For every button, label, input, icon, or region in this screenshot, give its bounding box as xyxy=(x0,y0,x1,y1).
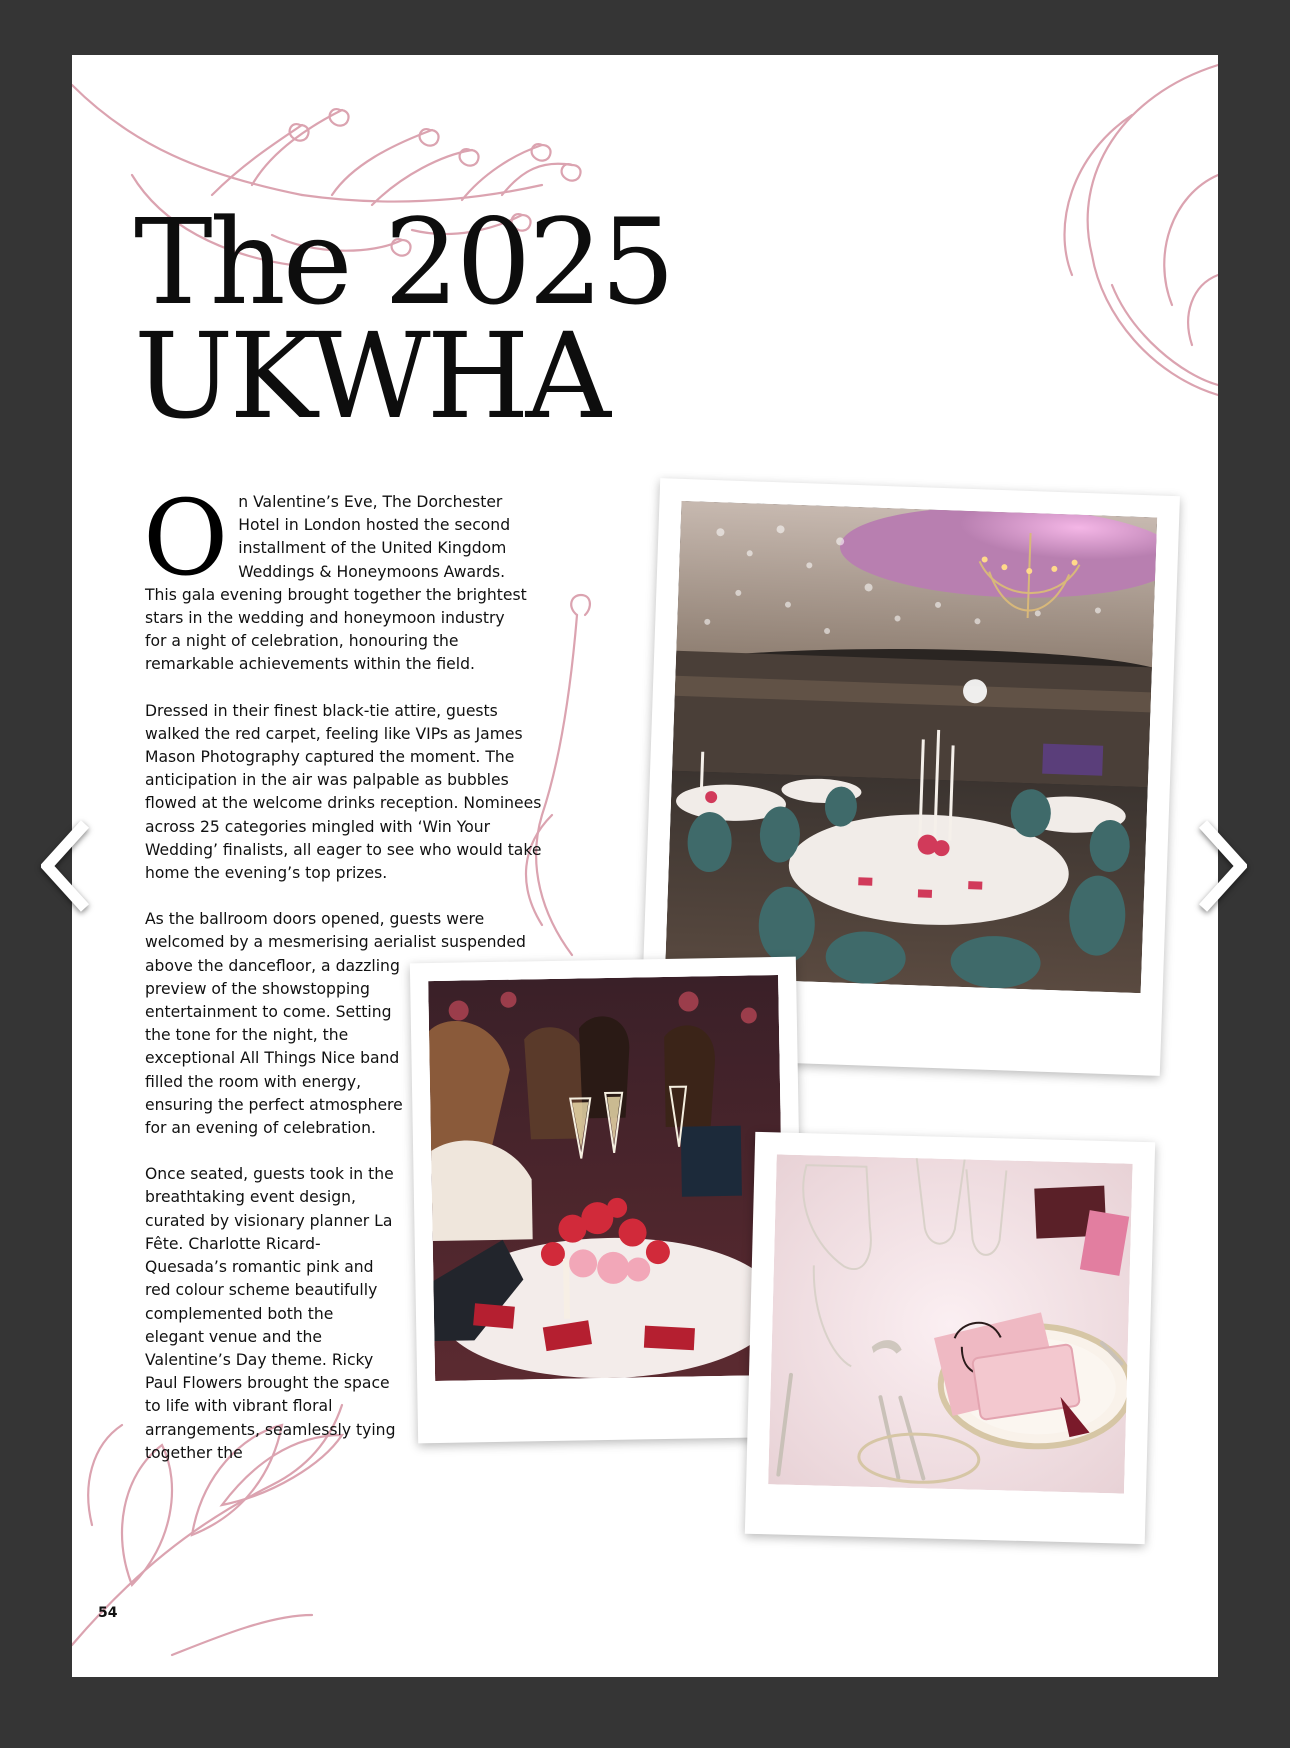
paragraph-1-text: n Valentine’s Eve, The Dorchester Hotel in London hosted the second installment of the United Kingdom Weddings & Honeymoons Awards. This gala evening brought together the brightest stars in the wedding and honeymoon industry for a night of celebration, honouring the remarkable achievements within the field. xyxy=(145,493,527,674)
article-title xyxy=(134,193,673,445)
paragraph-2: Dressed in their finest black-tie attire, guests walked the red carpet, feeling like VIPs as James Mason Photography captured the moment. The anticipation in the air was palpable as bubbles flowed at the welcome drinks reception. Nominees across 25 categories mingled with ‘Win Your Wedding’ finalists, all eager to see who would take home the evening’s top prizes. xyxy=(145,701,542,883)
paragraph-1 xyxy=(143,477,529,677)
drop-cap: O xyxy=(143,477,229,599)
next-page-button[interactable] xyxy=(1192,820,1252,912)
guests-toasting-photo xyxy=(428,975,785,1381)
guests-photo-frame xyxy=(410,957,804,1444)
chevron-right-icon xyxy=(1197,820,1247,912)
title-line-2: UKWHA xyxy=(134,307,607,445)
table-setting-photo xyxy=(768,1154,1133,1493)
title-line-1: The 2025 xyxy=(134,193,673,331)
magazine-page xyxy=(72,55,1218,1677)
paragraph-3-rest: above the dancefloor, a dazzling preview of the showstopping entertainment to come. Setting the tone for the night, the exceptional All Things Nice band filled the room with energy, ensuring the perfect atmosphere for an evening of celebration. xyxy=(145,956,403,1138)
table-photo-frame xyxy=(745,1132,1155,1544)
ballroom-photo xyxy=(665,501,1157,993)
paragraph-4: Once seated, guests took in the breathtaking event design, curated by visionary planner La Fête. Charlotte Ricard-Quesada’s romantic pink and red colour scheme beautifully complemented both the elegant venue and the Valentine’s Day theme. Ricky Paul Flowers brought the space to life with vibrant floral arrangements, seamlessly tying together the xyxy=(145,1165,396,1462)
chevron-left-icon xyxy=(41,820,91,912)
previous-page-button[interactable] xyxy=(36,820,96,912)
paragraph-3-start: As the ballroom doors opened, guests were welcomed by a mesmerising aerialist suspended xyxy=(145,910,526,952)
page-number: 54 xyxy=(98,1605,118,1621)
